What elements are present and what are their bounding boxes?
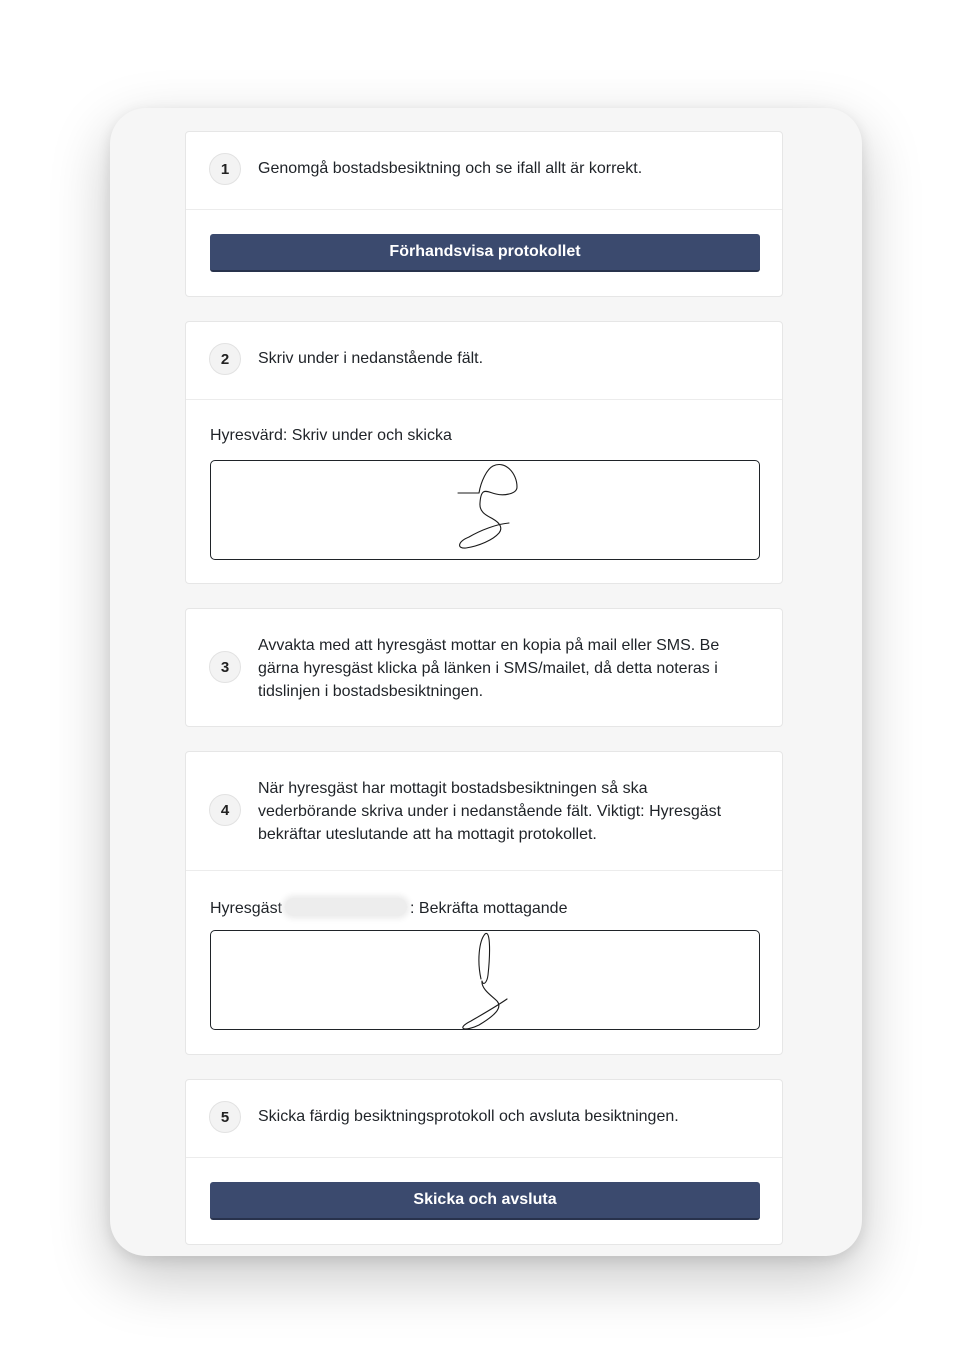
step-instruction-4: När hyresgäst har mottagit bostadsbesiktningen så ska vederbörande skriva under i nedanstående fält. Viktigt: Hyresgäst bekräftar uteslutande att ha mottagit protokollet. xyxy=(258,780,722,843)
tenant-label-prefix: Hyresgäst xyxy=(210,900,283,917)
landlord-signature-drawing xyxy=(211,461,761,561)
landlord-signature-label: Hyresvärd: Skriv under och skicka xyxy=(210,427,452,444)
step-card-2 xyxy=(185,321,783,584)
step-number-3: 3 xyxy=(209,651,241,683)
step-card-5 xyxy=(185,1079,783,1245)
step-number-1: 1 xyxy=(209,153,241,185)
step-instruction-1: Genomgå bostadsbesiktning och se ifall allt är korrekt. xyxy=(258,160,643,177)
step-header-4 xyxy=(186,752,782,871)
landlord-signature-pad[interactable] xyxy=(210,460,760,560)
step-header-1 xyxy=(186,132,782,210)
tenant-label-suffix: : Bekräfta mottagande xyxy=(410,900,568,917)
step-header-2 xyxy=(186,322,782,400)
tenant-signature-label xyxy=(210,898,567,918)
step-number-5: 5 xyxy=(209,1101,241,1133)
step-instruction-2: Skriv under i nedanstående fält. xyxy=(258,350,484,367)
step-number-4: 4 xyxy=(209,794,241,826)
step-card-1 xyxy=(185,131,783,297)
step-instruction-5: Skicka färdig besiktningsprotokoll och avsluta besiktningen. xyxy=(258,1108,679,1125)
tenant-signature-drawing xyxy=(211,931,761,1031)
app-window xyxy=(110,108,862,1256)
preview-protocol-button[interactable]: Förhandsvisa protokollet xyxy=(210,234,760,272)
step-number-2: 2 xyxy=(209,343,241,375)
redacted-tenant-name xyxy=(285,898,407,916)
step-card-4 xyxy=(185,751,783,1055)
step-header-5 xyxy=(186,1080,782,1158)
send-and-finish-button[interactable]: Skicka och avsluta xyxy=(210,1182,760,1220)
step-instruction-3: Avvakta med att hyresgäst mottar en kopia på mail eller SMS. Be gärna hyresgäst klicka på länken i SMS/mailet, då detta noteras i tidslinjen i bostadsbesiktningen. xyxy=(258,637,720,700)
tenant-signature-pad[interactable] xyxy=(210,930,760,1030)
step-card-3 xyxy=(185,608,783,727)
